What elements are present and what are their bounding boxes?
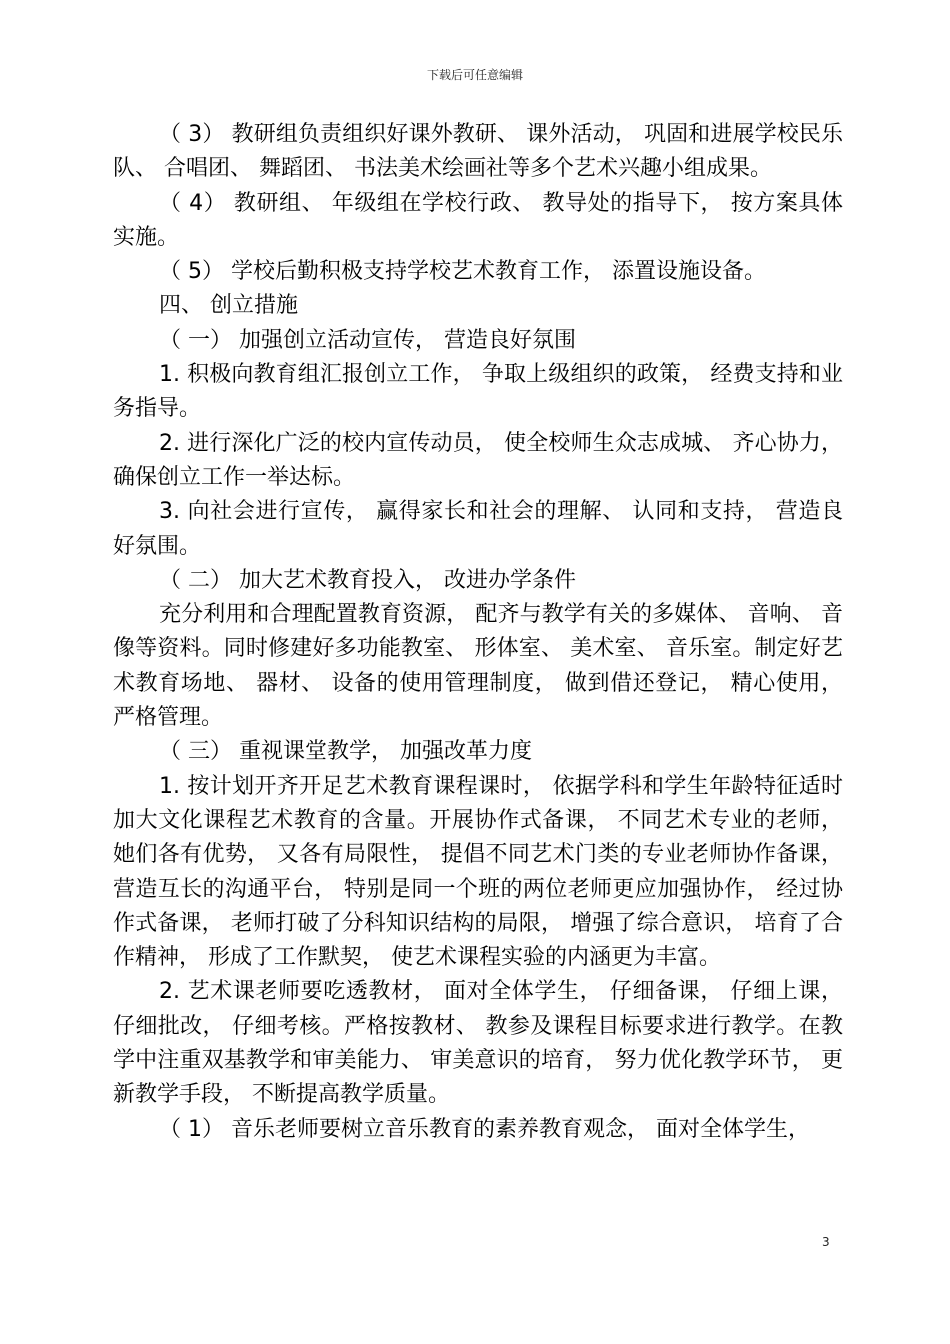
paragraph-section-3-item-5: （ 5） 学校后勤积极支持学校艺术教育工作， 添置设施设备。 [159,259,766,285]
paragraph-1-2: 2. 进行深化广泛的校内宣传动员， 使全校师生众志成城、 齐心协力， 确保创立工作一举达标。 [113,430,843,490]
subheading-1: （ 一） 加强创立活动宣传， 营造良好氛围 [159,327,576,353]
paragraph-section-3-item-4: （ 4） 教研组、 年级组在学校行政、 教导处的指导下， 按方案具体实施。 [113,190,843,250]
paragraph-3-2: 2. 艺术课老师要吃透教材， 面对全体学生， 仔细备课， 仔细上课， 仔细批改， 仔细考核。严格按教材、 教参及课程目标要求进行教学。在教学中注重双基教学和审美能力、 审美意识的培育， 努力优化教学环节， 更新教学手段， 不断提高教学质量。 [113,979,843,1108]
paragraph-2-body: 充分利用和合理配置教育资源， 配齐与教学有关的多媒体、 音响、 音像等资料。同时修建好多功能教室、 形体室、 美术室、 音乐室。制定好艺术教育场地、 器材、 设备的使用管理制度， 做到借还登记， 精心使用， 严格管理。 [113,602,843,731]
subheading-2: （ 二） 加大艺术教育投入， 改进办学条件 [159,567,576,593]
section-heading-4: 四、 创立措施 [159,293,298,319]
paragraph-1-3: 3. 向社会进行宣传， 赢得家长和社会的理解、 认同和支持， 营造良好氛围。 [113,499,843,559]
page-number: 3 [822,1235,830,1249]
subheading-3: （ 三） 重视课堂教学， 加强改革力度 [159,739,532,765]
paragraph-3-1: 1. 按计划开齐开足艺术教育课程课时， 依据学科和学生年龄特征适时加大文化课程艺术教育的含量。开展协作式备课， 不同艺术专业的老师， 她们各有优势， 又各有局限性， 提倡不同艺术门类的专业老师协作备课， 营造互长的沟通平台， 特别是同一个班的两位老师更应加强协作， 经过协作式备课， 老师打破了分科知识结构的局限， 增强了综合意识， 培育了合作精神， 形成了工作默契， 使艺术课程实验的内涵更为丰富。 [113,773,843,971]
paragraph-3-2-item-1: （ 1） 音乐老师要树立音乐教育的素养教育观念， 面对全体学生， [159,1116,810,1142]
paragraph-section-3-item-3: （ 3） 教研组负责组织好课外教研、 课外活动， 巩固和进展学校民乐队、 合唱团、 舞蹈团、 书法美术绘画社等多个艺术兴趣小组成果。 [113,122,843,182]
page-header: 下载后可任意编辑 [426,68,523,82]
document-body [113,118,843,1147]
paragraph-1-1: 1. 积极向教育组汇报创立工作， 争取上级组织的政策， 经费支持和业务指导。 [113,362,843,422]
